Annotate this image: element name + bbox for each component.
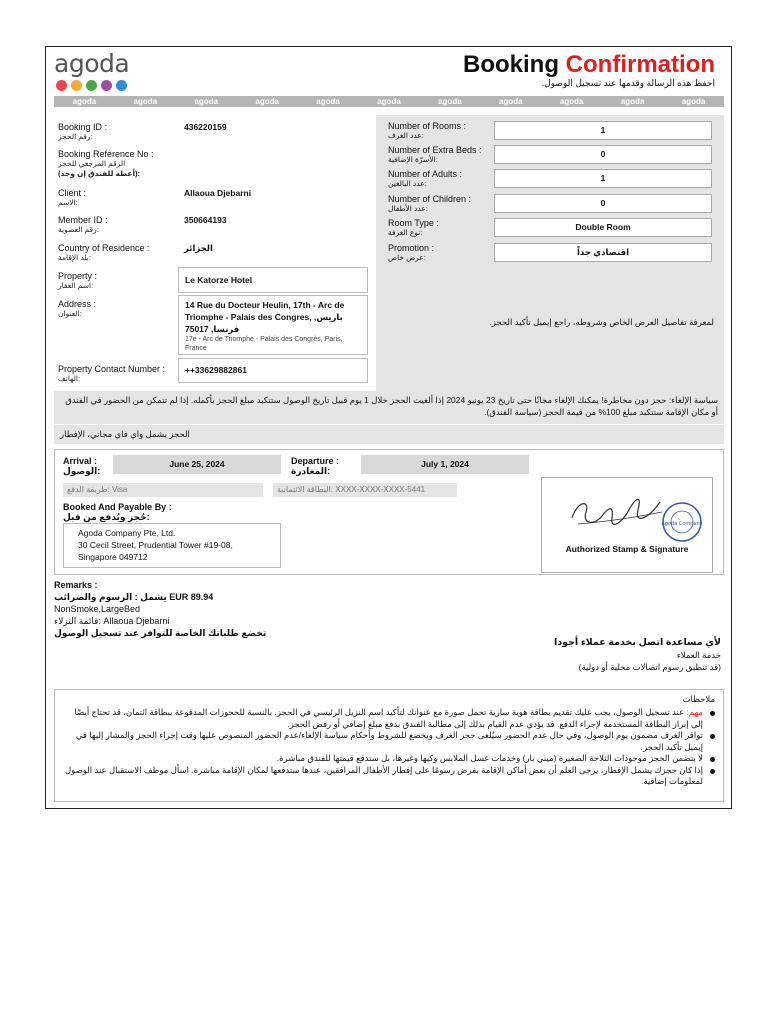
arrival-date: June 25, 2024 (113, 455, 281, 474)
notes-item: إذا كان حجزك يشمل الإفطار، يرجى العلم أن بعض أماكن الإقامة بفرض رسومًا على إفطار الأطفال المرافقين، عندها ستدفعها لمكان الإقامة مباشرة. اسأل موظف الاستقبال عند الوصول لمعلومات إضافية. (61, 765, 717, 788)
logo-dot (116, 80, 127, 91)
logo-dots (56, 80, 127, 91)
agoda-logo: agoda (54, 49, 130, 78)
phone-value: ++33629882861 (178, 358, 368, 383)
children-value: 0 (494, 194, 712, 213)
client-label: Client : الاسم: (58, 188, 87, 207)
card-number: البطاقة الائتمانية: XXXX-XXXX-XXXX-5441 (273, 483, 457, 497)
notes-item: لا يتضمن الحجز موجودات الثلاجة الصغيرة (ميني بار) وخدمات غسل الملابس وكيها وغيرها، بل ستدفع قيمتها للفندق مباشرة. (61, 753, 717, 765)
remarks-taxes: يشمل : الرسوم والضرائب EUR 89.94 (54, 592, 214, 602)
remarks-subject: تخضع طلباتك الخاصة للتوافر عند تسجيل الوصول (54, 628, 267, 638)
company-address-line: Singapore 049712 (78, 552, 148, 562)
logo-dot (86, 80, 97, 91)
stripe-word: agoda (316, 97, 340, 106)
logo-dot (101, 80, 112, 91)
beds-label: Number of Extra Beds : الأسرّة الإضافية: (388, 145, 482, 164)
property-label: Property : اسم العقار: (58, 271, 98, 290)
important-label: مهم: (686, 707, 703, 717)
address-label: Address : العنوان: (58, 299, 97, 318)
stamp-caption: Authorized Stamp & Signature (565, 544, 689, 554)
customer-service (554, 637, 721, 673)
stay-details (54, 449, 724, 575)
booking-ref-label: Booking Reference No : الرقم المرجعي للحجز (أعطه للفندق إن وجد): (58, 149, 154, 178)
room-details (376, 115, 724, 391)
room-type-label: Room Type : نوع الغرفة: (388, 218, 439, 237)
company-name: Agoda Company Pte, Ltd. (78, 528, 176, 538)
country-label: Country of Residence : بلد الإقامة: (58, 243, 150, 262)
booking-details (54, 115, 372, 391)
beds-value: 0 (494, 145, 712, 164)
rooms-value: 1 (494, 121, 712, 140)
agoda-stripe (54, 96, 724, 107)
booking-confirmation-page (45, 46, 732, 809)
payment-method: طريقة الدفع: Visa (63, 483, 263, 497)
departure-date: July 1, 2024 (361, 455, 529, 474)
arrival-label: Arrival : الوصول: (63, 456, 101, 476)
children-label: Number of Children : عدد الأطفال: (388, 194, 472, 213)
adults-label: Number of Adults : عدد البالغين: (388, 169, 463, 188)
departure-label: Departure : المغادرة: (291, 456, 340, 476)
remarks-title: Remarks : (54, 580, 98, 590)
address-line: 14 Rue du Docteur Heulin, 17th - Arc de Triomphe - Palais des Congres, باريس, فرنسا, 75017 (185, 300, 345, 334)
page-subtitle: احفظ هذه الرسالة وقدمها عند تسجيل الوصول. (541, 78, 715, 88)
logo-dot (56, 80, 67, 91)
property-value: Le Katorze Hotel (178, 267, 368, 293)
remarks-guests: قائمة النزلاء: Allaoua Djebarni (54, 616, 170, 626)
signature-icon (542, 478, 714, 548)
cancellation-policy: سياسة الإلغاء: حجز دون مخاطرة! يمكنك الإلغاء مجانًا حتى تاريخ 23 يونيو 2024 إذا ألغيت الحجز خلال 1 يوم قبيل تاريخ الوصول ستتكبد مبلغ الحجز بأكمله. إذا لم تتمكن من الحضور في الفندق أو مكان الإقامة ستتكبد مبلغ 100% من قيمة الحجز (سياسة الفندق). (54, 391, 724, 424)
customer-service-line: خدمة العملاء (676, 650, 721, 660)
stripe-word: agoda (559, 97, 584, 106)
title-confirmation: Confirmation (565, 51, 715, 78)
customer-service-title: لأي مساعدة اتصل بخدمة عملاء أجودا (553, 637, 721, 648)
room-type-value: Double Room (494, 218, 712, 237)
promotion-note: لمعرفة تفاصيل العرض الخاص وشروطه، راجع إيميل تأكيد الحجز. (489, 317, 714, 327)
stripe-word: agoda (133, 97, 158, 106)
stripe-word: agoda (72, 97, 97, 106)
stripe-word: agoda (377, 97, 401, 106)
company-address-line: 30 Cecil Street, Prudential Tower #19-08, (78, 540, 233, 550)
member-value: 350664193 (184, 215, 227, 225)
stripe-word: agoda (499, 97, 523, 106)
address-value (178, 295, 368, 355)
stripe-word: agoda (255, 97, 279, 106)
phone-label: Property Contact Number : الهاتف: (58, 364, 166, 383)
client-value: Allaoua Djebarni (184, 188, 252, 198)
included-amenities: الحجز يشمل واي فاي مجاني، الإفطار (54, 425, 724, 444)
notes-item: توافر الغرف مضمون يوم الوصول، وفي حال عدم الحضور سيُلغى حجز الغرف ويخضع للشروط وأحكام سياسة الإلغاء/عدم الحضور المنصوص عليها وقت إجراء الحجز والمشار إليها في إيميل تأكيد الحجز. (61, 730, 717, 753)
stripe-word: agoda (620, 97, 645, 106)
stamp-signature-box (541, 477, 713, 573)
notes-box (54, 689, 724, 802)
header (46, 47, 731, 95)
adults-value: 1 (494, 169, 712, 188)
booking-id-label: Booking ID : رقم الحجز: (58, 122, 108, 141)
logo-dot (71, 80, 82, 91)
booked-by-label: Booked And Payable By : حُجز ويُدفع من قبل: (63, 502, 172, 522)
stripe-word: agoda (681, 97, 706, 106)
customer-service-note: (قد تنطبق رسوم اتصالات محلية أو دولية) (578, 662, 721, 672)
notes-item: مهم: عند تسجيل الوصول، يجب عليك تقديم بطاقة هوية سارية تحمل صورة مع عنوانك لتأكيد اسم النزيل الرئيسي في الحجز. بالنسبة للحجوزات المدفوعة ببطاقة ائتمان، قد تحتاج أيضًا إلى إبراز البطاقة المستخدمة لإجراء الدفع. قد يؤدي عدم القيام بذلك إلى مطالبة الفندق بدفع مبلغ إضافي أو رفض الحجز. (61, 707, 717, 730)
booking-id-value: 436220159 (184, 122, 227, 132)
promotion-value: اقتصادي جداً (494, 243, 712, 262)
title-booking: Booking (463, 51, 559, 78)
stamp-text: Agoda Company (661, 521, 703, 527)
notes-list (61, 707, 717, 788)
address-sub: 17e - Arc de Triomphe - Palais des Congrès, Paris, France (185, 336, 343, 352)
page-title (463, 51, 715, 79)
rooms-label: Number of Rooms : عدد الغرف: (388, 121, 467, 140)
stripe-word: agoda (438, 97, 462, 106)
stripe-word: agoda (194, 97, 219, 106)
member-label: Member ID : رقم العضوية: (58, 215, 108, 234)
notes-title: ملاحظات (682, 694, 715, 704)
remarks-requests: NonSmoke,LargeBed (54, 604, 141, 614)
booked-by-box (63, 523, 281, 568)
country-value: الجزائر (184, 243, 213, 253)
promotion-label: Promotion : عرض خاص: (388, 243, 435, 262)
